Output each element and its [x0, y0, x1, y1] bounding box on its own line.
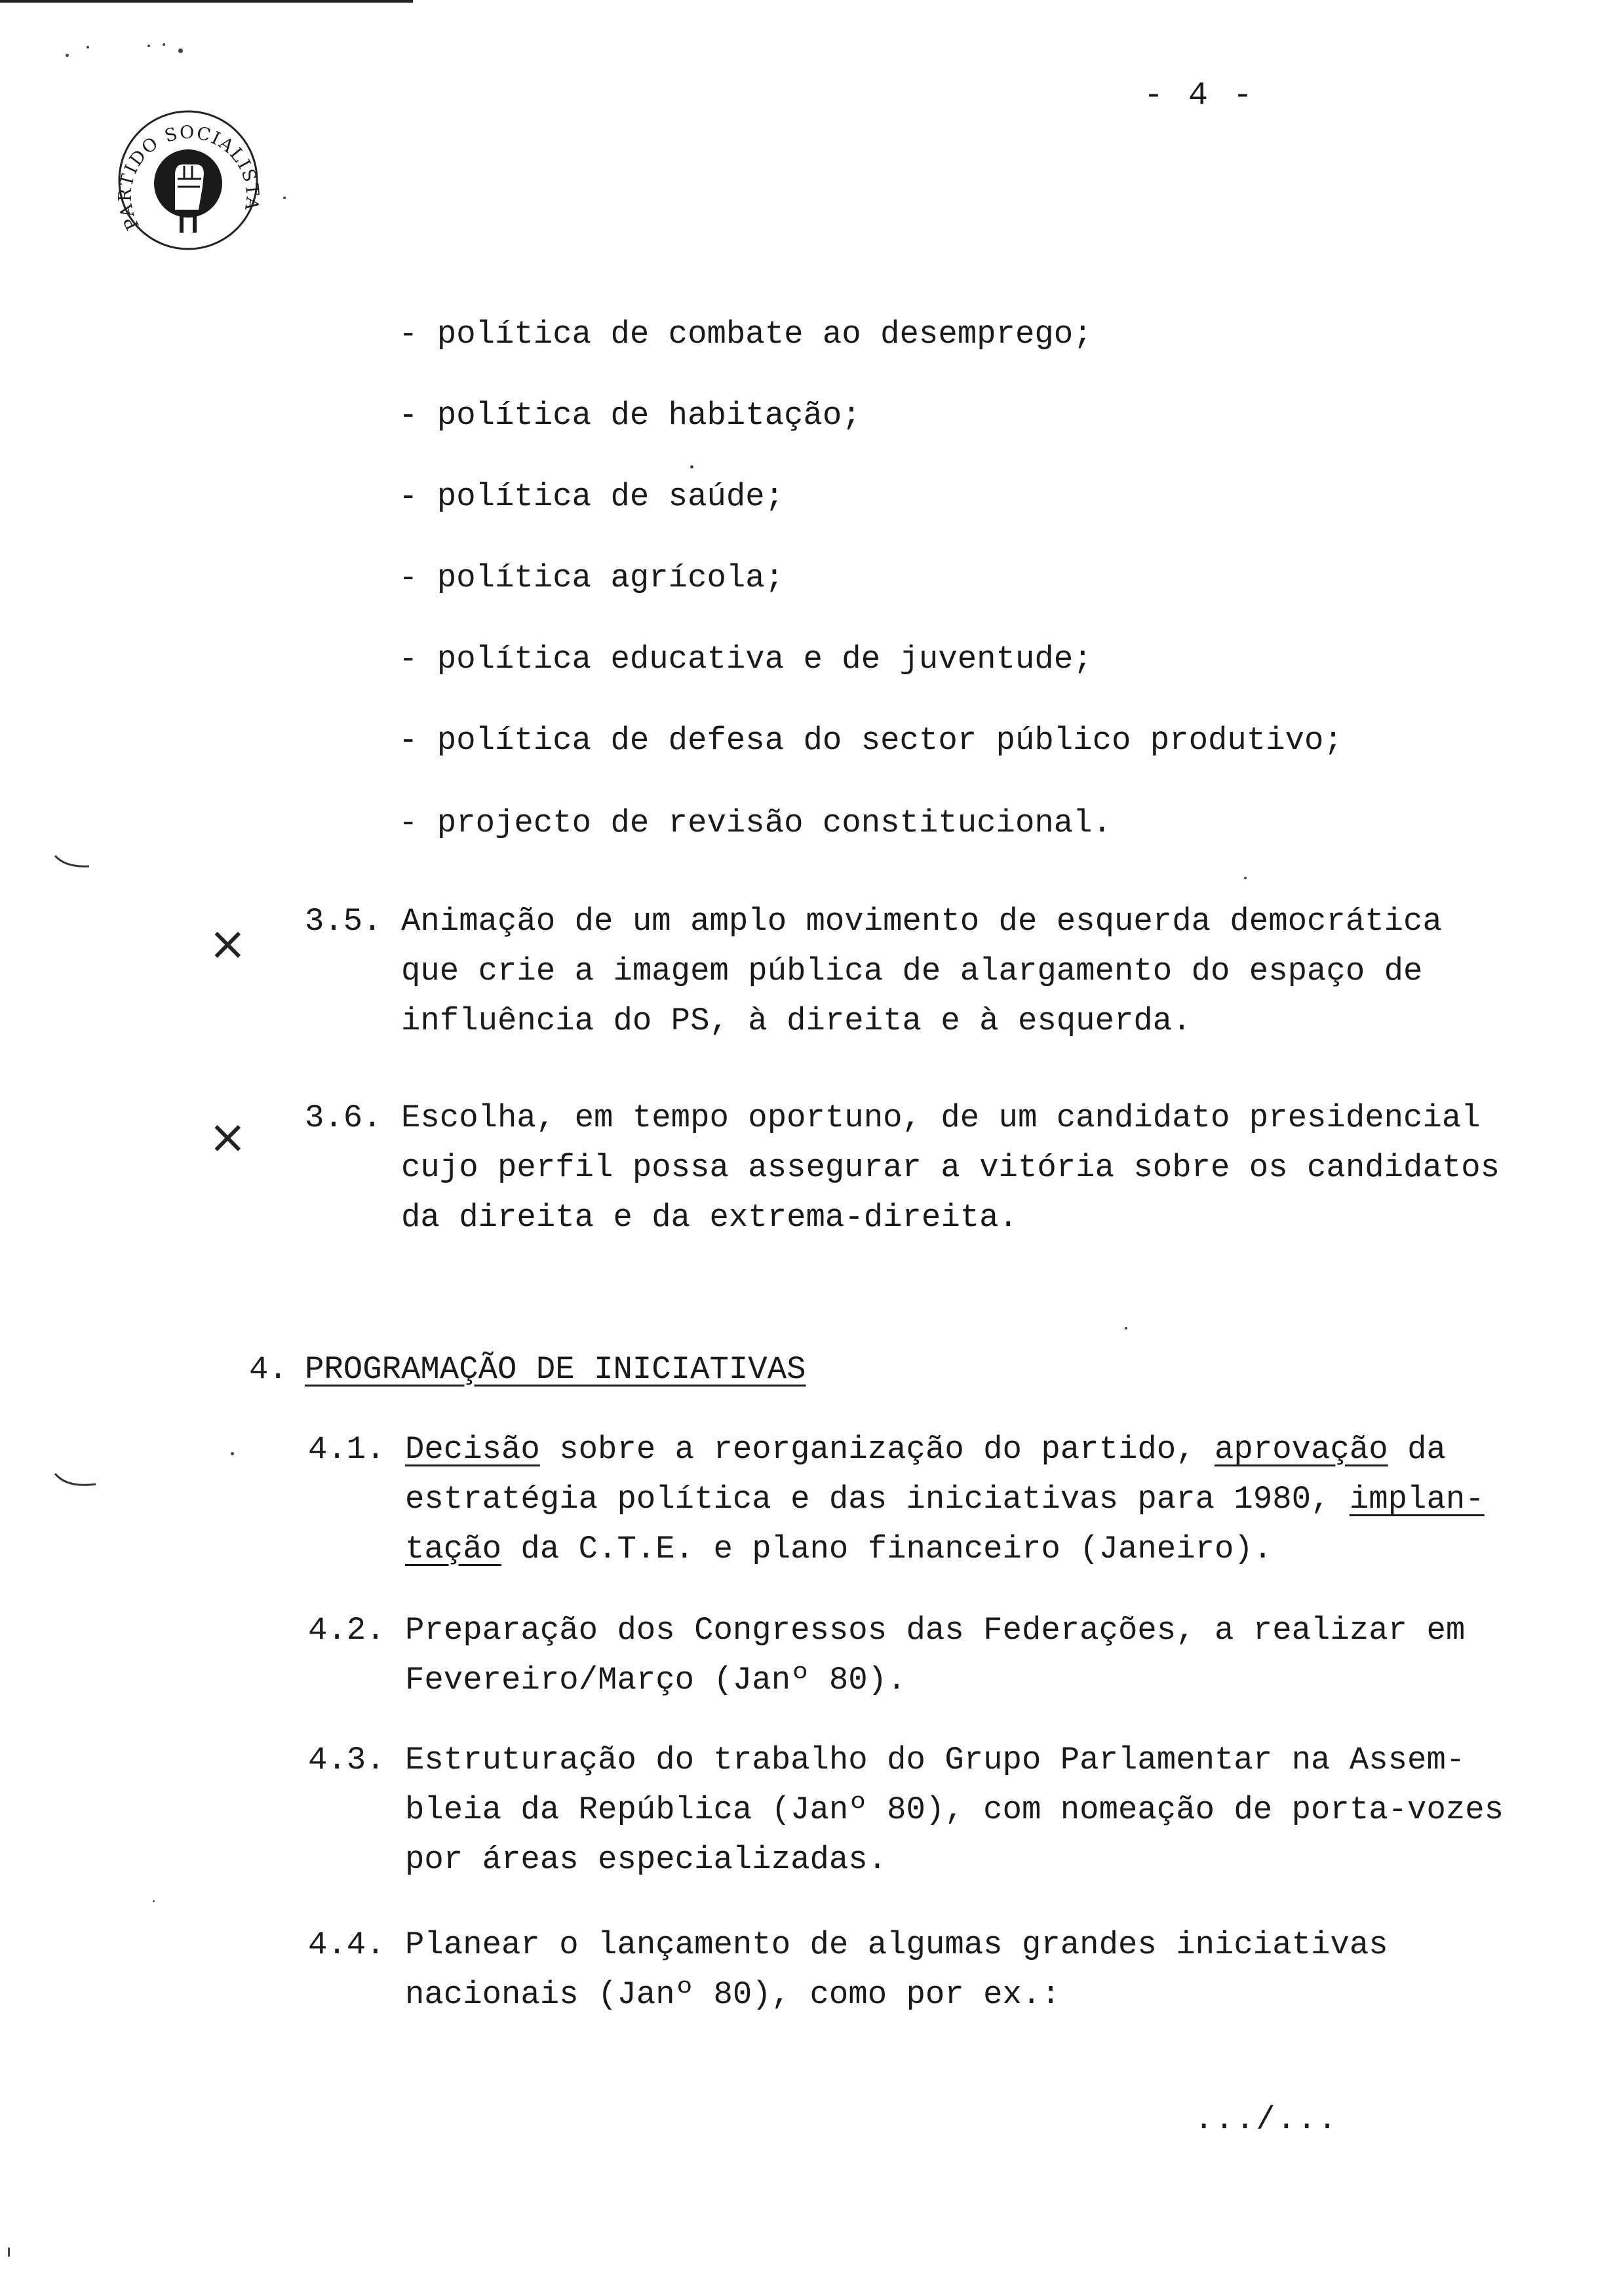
item-4-2-text: Fevereiro/Março (Janº 80).	[405, 1662, 906, 1698]
section-4-title: PROGRAMAÇÃO DE INICIATIVAS	[305, 1351, 806, 1388]
scan-speck	[178, 48, 183, 53]
text-segment: da C.T.E. e plano financeiro (Janeiro).	[501, 1531, 1273, 1567]
scan-speck	[153, 1900, 155, 1902]
margin-pen-mark	[52, 852, 92, 871]
continuation-marker: .../...	[1194, 2101, 1338, 2138]
item-4-3-text: Estruturação do trabalho do Grupo Parlamentar na Assem-	[405, 1742, 1466, 1778]
policy-list-item: - política educativa e de juventude;	[399, 641, 1093, 678]
item-4-1-line	[405, 1430, 1446, 1469]
party-logo	[115, 102, 262, 259]
handwritten-x-mark: ×	[208, 1110, 247, 1164]
item-3-6-text: Escolha, em tempo oportuno, de um candidato presidencial	[401, 1100, 1481, 1136]
item-4-1-line	[405, 1529, 1272, 1569]
handwritten-x-mark: ×	[208, 917, 247, 970]
top-border-line	[0, 0, 413, 3]
scan-speck	[87, 46, 89, 48]
policy-list-item: - política agrícola;	[399, 560, 785, 596]
policy-list-item: - política de combate ao desemprego;	[399, 316, 1093, 353]
text-segment: da	[1388, 1431, 1446, 1468]
scan-speck	[147, 45, 150, 47]
policy-list-item: - política de saúde;	[399, 478, 785, 515]
raised-fist-icon	[175, 164, 204, 233]
scan-speck	[163, 43, 165, 46]
underlined-word: implan-	[1349, 1481, 1485, 1518]
underlined-word: tação	[405, 1531, 502, 1567]
section-4-number: 4.	[249, 1351, 288, 1388]
scan-speck	[66, 54, 69, 57]
logo-ring-text: PARTIDO SOCIALISTA	[115, 122, 262, 233]
page-number: - 4 -	[1144, 77, 1256, 115]
item-4-2-text: Preparação dos Congressos das Federações, a realizar em	[405, 1612, 1466, 1649]
item-4-3-number: 4.3.	[308, 1742, 385, 1778]
margin-pen-mark	[52, 1471, 98, 1491]
policy-list-item: - política de habitação;	[399, 397, 861, 434]
item-4-4-number: 4.4.	[308, 1926, 385, 1963]
item-4-3-text: bleia da República (Janº 80), com nomeação de porta-vozes	[405, 1791, 1504, 1828]
item-3-5-number: 3.5.	[305, 903, 382, 940]
policy-list-item: - projecto de revisão constitucional.	[399, 805, 1112, 841]
item-3-6-text: cujo perfil possa assegurar a vitória sobre os candidatos	[401, 1149, 1500, 1186]
underlined-word: Decisão	[405, 1431, 540, 1468]
item-4-1-line	[405, 1480, 1485, 1519]
item-4-3-text: por áreas especializadas.	[405, 1841, 887, 1878]
item-3-6-text: da direita e da extrema-direita.	[401, 1199, 1018, 1236]
text-segment: sobre a reorganização do partido,	[539, 1431, 1215, 1468]
text-segment: estratégia política e das iniciativas para 1980,	[405, 1481, 1350, 1518]
scan-speck	[690, 465, 693, 469]
item-4-1-number: 4.1.	[308, 1431, 385, 1468]
item-3-5-text: Animação de um amplo movimento de esquerda democrática	[401, 903, 1442, 940]
item-4-2-number: 4.2.	[308, 1612, 385, 1649]
item-4-4-text: Planear o lançamento de algumas grandes iniciativas	[405, 1926, 1388, 1963]
policy-list-item: - política de defesa do sector público produtivo;	[399, 722, 1343, 759]
scan-speck	[8, 2248, 10, 2257]
scan-speck	[1125, 1327, 1127, 1330]
underlined-word: aprovação	[1215, 1431, 1388, 1468]
scan-speck	[1244, 877, 1247, 879]
item-3-5-text: que crie a imagem pública de alargamento do espaço de	[401, 953, 1423, 989]
item-3-5-text: influência do PS, à direita e à esquerda.	[401, 1003, 1192, 1039]
item-4-4-text: nacionais (Janº 80), como por ex.:	[405, 1976, 1060, 2013]
scan-speck	[231, 1452, 234, 1455]
item-3-6-number: 3.6.	[305, 1100, 382, 1136]
scan-speck	[283, 197, 286, 199]
